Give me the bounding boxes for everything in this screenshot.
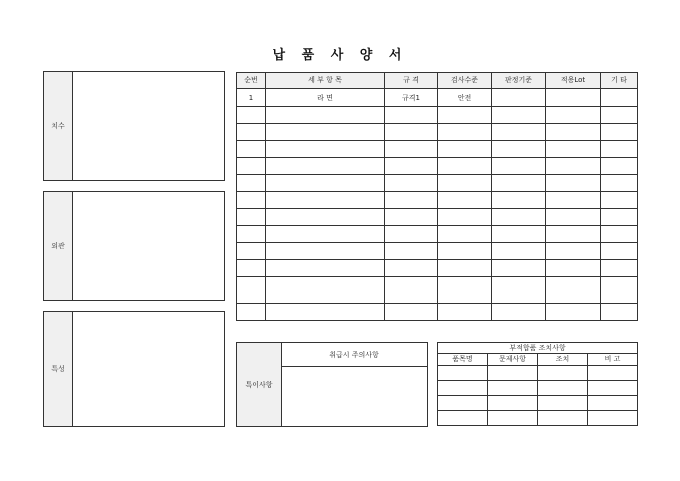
table-row bbox=[237, 158, 638, 175]
nc-header-issue: 문제사항 bbox=[488, 354, 538, 366]
section-appearance bbox=[43, 191, 225, 301]
header-no: 순번 bbox=[237, 73, 266, 89]
table-row bbox=[237, 243, 638, 260]
header-inspection-level: 검사수준 bbox=[438, 73, 492, 89]
cell-lot[interactable] bbox=[546, 89, 601, 107]
header-spec: 규 격 bbox=[385, 73, 438, 89]
header-criteria: 판정기준 bbox=[492, 73, 546, 89]
cell-inspection-level[interactable]: 안전 bbox=[438, 89, 492, 107]
section-appearance-label: 외관 bbox=[44, 192, 73, 300]
nonconforming-table bbox=[437, 342, 638, 426]
special-notes-box bbox=[236, 342, 428, 427]
document-title: 납 품 사 양 서 bbox=[272, 48, 408, 63]
table-row bbox=[237, 141, 638, 158]
table-row bbox=[438, 381, 638, 396]
cell-no[interactable]: 1 bbox=[237, 89, 266, 107]
section-property bbox=[43, 311, 225, 427]
table-row bbox=[237, 89, 638, 107]
special-notes-label: 특이사항 bbox=[237, 343, 282, 426]
nc-header-item: 품목명 bbox=[438, 354, 488, 366]
table-row bbox=[237, 304, 638, 321]
table-row bbox=[237, 175, 638, 192]
nc-header-remarks: 비 고 bbox=[588, 354, 638, 366]
spec-table-header bbox=[237, 73, 638, 89]
section-dimension bbox=[43, 71, 225, 181]
table-row bbox=[237, 124, 638, 141]
cell-criteria[interactable] bbox=[492, 89, 546, 107]
table-row bbox=[438, 366, 638, 381]
table-row bbox=[237, 209, 638, 226]
table-row bbox=[237, 226, 638, 243]
table-row bbox=[438, 411, 638, 426]
table-row bbox=[438, 396, 638, 411]
cell-etc[interactable] bbox=[601, 89, 638, 107]
section-dimension-label: 치수 bbox=[44, 72, 73, 180]
table-row bbox=[237, 107, 638, 124]
table-row bbox=[237, 260, 638, 277]
cell-item[interactable]: 라 면 bbox=[266, 89, 385, 107]
header-item: 세 부 항 목 bbox=[266, 73, 385, 89]
table-row bbox=[237, 277, 638, 304]
nc-header-action: 조치 bbox=[538, 354, 588, 366]
cell-spec[interactable]: 규격1 bbox=[385, 89, 438, 107]
nonconforming-title: 부적합품 조치사항 bbox=[438, 343, 638, 354]
handling-precautions-header: 취급시 주의사항 bbox=[281, 343, 427, 367]
nonconforming-title-row bbox=[438, 343, 638, 354]
section-property-label: 특성 bbox=[44, 312, 73, 426]
nonconforming-header-row bbox=[438, 354, 638, 366]
table-row bbox=[237, 192, 638, 209]
spec-table bbox=[236, 72, 638, 321]
header-lot: 적용Lot bbox=[546, 73, 601, 89]
header-etc: 기 타 bbox=[601, 73, 638, 89]
